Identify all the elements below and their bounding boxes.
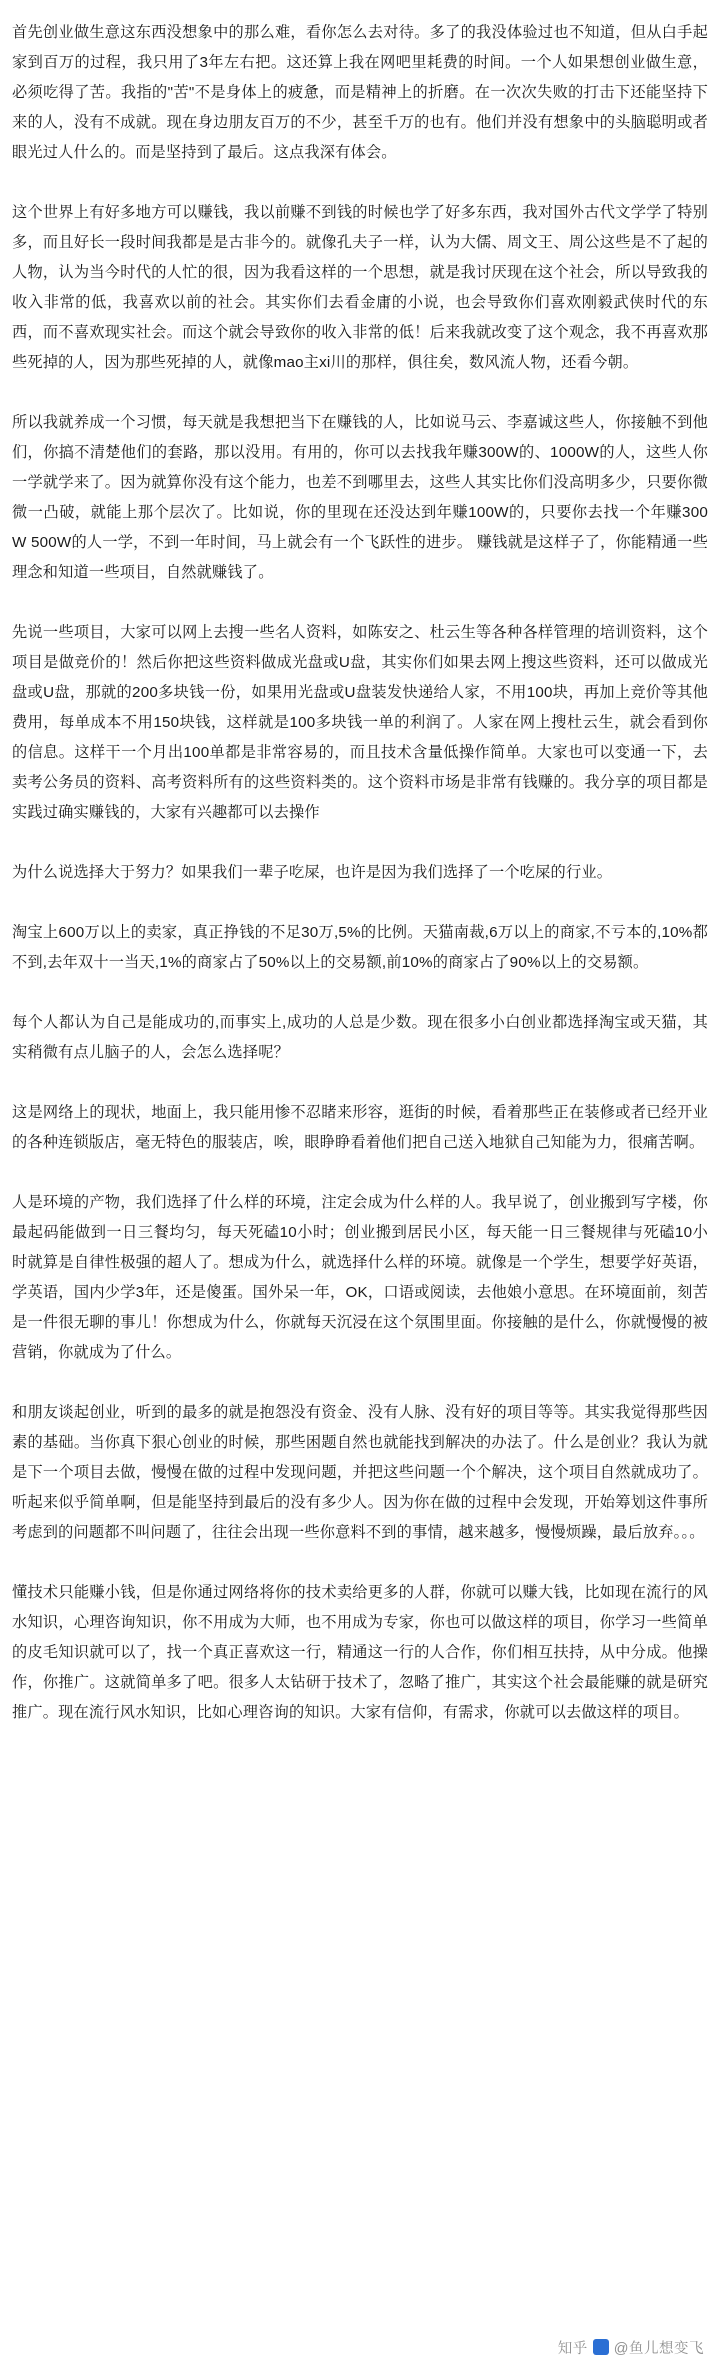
article-body bbox=[8, 18, 712, 1728]
watermark-brand bbox=[558, 2337, 704, 2358]
article-paragraph: 每个人都认为自己是能成功的,而事实上,成功的人总是少数。现在很多小白创业都选择淘宝或天猫，其实稍微有点儿脑子的人，会怎么选择呢？ bbox=[12, 1014, 708, 1061]
user-avatar-icon bbox=[593, 2339, 609, 2355]
article-paragraph: 为什么说选择大于努力？如果我们一辈子吃屎，也许是因为我们选择了一个吃屎的行业。 bbox=[12, 864, 613, 881]
article-paragraph: 淘宝上600万以上的卖家，真正挣钱的不足30万,5%的比例。天猫南裁,6万以上的商家,不亏本的,10%都不到,去年双十一当天,1%的商家占了50%以上的交易额,前10%的商家占了90%以上的交易额。 bbox=[12, 924, 708, 971]
article-paragraph: 所以我就养成一个习惯，每天就是我想把当下在赚钱的人，比如说马云、李嘉诚这些人，你接触不到他们，你搞不清楚他们的套路，那以没用。有用的，你可以去找我年赚300W的、1000W的人，这些人你一学就学来了。因为就算你没有这个能力，也差不到哪里去，这些人其实比你们没高明多少，只要你微微一凸破，就能上那个层次了。比如说，你的里现在还没达到年赚100W的，只要你去找一个年赚300W 500W的人一学，不到一年时间，马上就会有一个飞跃性的进步。 赚钱就是这样子了，你能精通一些理念和知道一些项目，自然就赚钱了。 bbox=[12, 414, 708, 581]
site-label: 知乎 bbox=[557, 2340, 588, 2357]
article-paragraph: 先说一些项目，大家可以网上去搜一些名人资料，如陈安之、杜云生等各种各样管理的培训资料，这个项目是做竞价的！然后你把这些资料做成光盘或U盘，其实你们如果去网上搜这些资料，还可以做成光盘或U盘，那就的200多块钱一份，如果用光盘或U盘装发快递给人家，不用100块，再加上竞价等其他费用，每单成本不用150块钱，这样就是100多块钱一单的利润了。人家在网上搜杜云生，就会看到你的信息。这样干一个月出100单都是非常容易的，而且技术含量低操作简单。大家也可以变通一下，去卖考公务员的资料、高考资料所有的这些资料类的。这个资料市场是非常有钱赚的。我分享的项目都是实践过确实赚钱的，大家有兴趣都可以去操作 bbox=[12, 624, 708, 821]
footer-watermark bbox=[0, 2330, 720, 2364]
article-paragraph: 这个世界上有好多地方可以赚钱，我以前赚不到钱的时候也学了好多东西，我对国外古代文学学了特别多，而且好长一段时间我都是是古非今的。就像孔夫子一样，认为大儒、周文王、周公这些是不了起的人物，认为当今时代的人忙的很，因为我看这样的一个思想，就是我讨厌现在这个社会，所以导致我的收入非常的低，我喜欢以前的社会。其实你们去看金庸的小说，也会导致你们喜欢刚毅武侠时代的东西，而不喜欢现实社会。而这个就会导致你的收入非常的低！后来我就改变了这个观念，我不再喜欢那些死掉的人，因为那些死掉的人，就像mao主xi川的那样，俱往矣，数风流人物，还看今朝。 bbox=[12, 204, 708, 371]
article-paragraph: 这是网络上的现状，地面上，我只能用惨不忍睹来形容，逛街的时候，看着那些正在装修或者已经开业的各种连锁版店，毫无特色的服装店，唉，眼睁睁看着他们把自己送入地狱自己知能为力，很痛苦啊。 bbox=[12, 1104, 708, 1151]
article-paragraph: 和朋友谈起创业，听到的最多的就是抱怨没有资金、没有人脉、没有好的项目等等。其实我觉得那些因素的基础。当你真下狠心创业的时候，那些困题自然也就能找到解决的办法了。什么是创业？我认为就是下一个项目去做，慢慢在做的过程中发现问题，并把这些问题一个个解决，这个项目自然就成功了。听起来似乎简单啊，但是能坚持到最后的没有多少人。因为你在做的过程中会发现，开始筹划这件事所考虑到的问题都不叫问题了，往往会出现一些你意料不到的事情，越来越多，慢慢烦躁，最后放弃。。。 bbox=[12, 1404, 708, 1541]
article-paragraph: 首先创业做生意这东西没想象中的那么难，看你怎么去对待。多了的我没体验过也不知道，但从白手起家到百万的过程，我只用了3年左右把。这还算上我在网吧里耗费的时间。一个人如果想创业做生意，必须吃得了苦。我指的"苦"不是身体上的疲惫，而是精神上的折磨。在一次次失败的打击下还能坚持下来的人，没有不成就。现在身边朋友百万的不少，甚至千万的也有。他们并没有想象中的头脑聪明或者眼光过人什么的。而是坚持到了最后。这点我深有体会。 bbox=[12, 24, 708, 161]
article-paragraph: 人是环境的产物，我们选择了什么样的环境，注定会成为什么样的人。我早说了，创业搬到写字楼，你最起码能做到一日三餐均匀，每天死磕10小时；创业搬到居民小区，每天能一日三餐规律与死磕10小时就算是自律性极强的超人了。想成为什么，就选择什么样的环境。就像是一个学生，想要学好英语，学英语，国内少学3年，还是傻蛋。国外呆一年，OK，口语或阅读，去他娘小意思。在环境面前，刻苦是一件很无聊的事儿！你想成为什么，你就每天沉浸在这个氛围里面。你接触的是什么，你就慢慢的被营销，你就成为了什么。 bbox=[12, 1194, 708, 1361]
article-paragraph: 懂技术只能赚小钱，但是你通过网络将你的技术卖给更多的人群，你就可以赚大钱，比如现在流行的风水知识，心理咨询知识，你不用成为大师，也不用成为专家，你也可以做这样的项目，你学习一些简单的皮毛知识就可以了，找一个真正喜欢这一行，精通这一行的人合作，你们相互扶持，从中分成。他操作，你推广。这就简单多了吧。很多人太钻研于技术了，忽略了推广，其实这个社会最能赚的就是研究推广。现在流行风水知识，比如心理咨询的知识。大家有信仰，有需求，你就可以去做这样的项目。 bbox=[12, 1584, 708, 1721]
user-label: @鱼儿想变飞 bbox=[613, 2340, 704, 2357]
